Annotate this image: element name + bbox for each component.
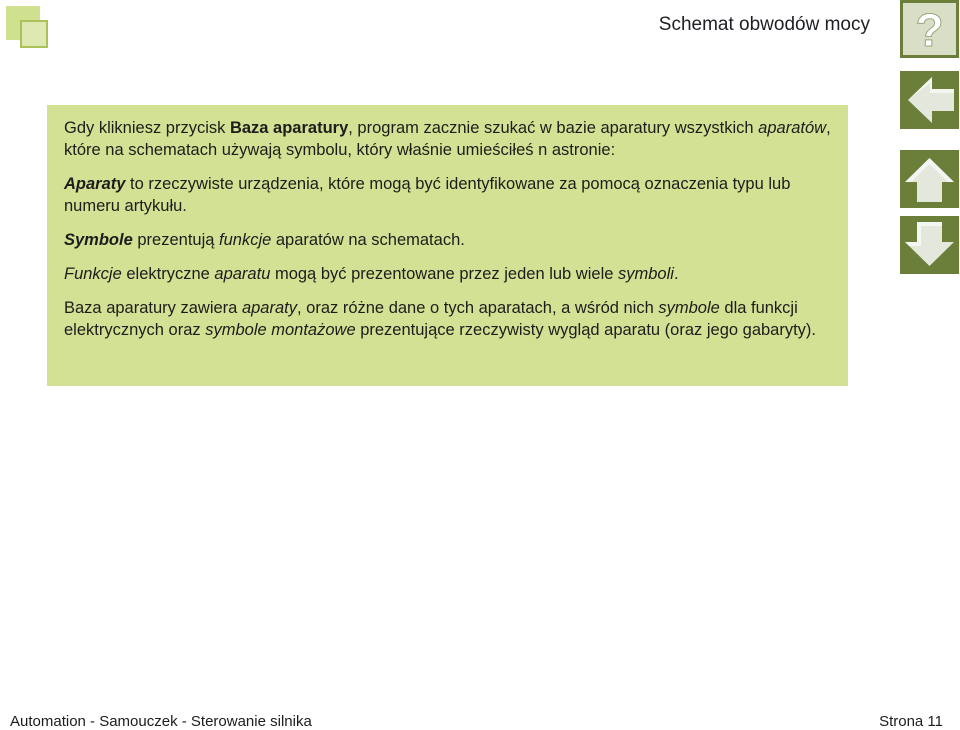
down-button[interactable] xyxy=(900,216,959,274)
up-button[interactable] xyxy=(900,150,959,208)
text: to rzeczywiste urządzenia, które mogą być identyfikowane za pomocą oznaczenia typu lub numeru artykułu. xyxy=(64,175,791,215)
text-italic: Funkcje xyxy=(64,265,122,283)
footer-title: Automation - Samouczek - Sterowanie silnika xyxy=(10,713,312,730)
paragraph-baza xyxy=(64,297,836,341)
text-italic: aparatów xyxy=(758,119,827,137)
text-italic: symbole xyxy=(658,299,720,317)
arrow-down-icon xyxy=(900,216,959,274)
text-italic: funkcje xyxy=(219,231,272,249)
text-italic: symbole montażowe xyxy=(205,321,356,339)
paragraph-funkcje xyxy=(64,263,836,285)
text: prezentujące rzeczywisty wygląd aparatu (oraz jego gabaryty). xyxy=(355,321,817,339)
term-symbole: Symbole xyxy=(64,231,133,249)
question-icon xyxy=(900,0,959,58)
help-glyph: ? xyxy=(915,4,944,56)
text-italic: symboli xyxy=(618,265,674,283)
text: prezentują xyxy=(132,231,220,249)
text: Gdy klikniesz przycisk xyxy=(64,119,230,137)
text: , które na schematach używają symbolu, który właśnie umieściłeś n astronie: xyxy=(64,119,831,159)
text: dla funkcji elektrycznych oraz xyxy=(64,299,798,339)
text: . xyxy=(673,265,679,283)
arrow-left-icon xyxy=(900,71,959,129)
paragraph-aparaty xyxy=(64,173,836,217)
logo xyxy=(4,4,50,50)
page-number: Strona 11 xyxy=(879,713,943,730)
text-italic: aparatu xyxy=(214,265,271,283)
text: aparatów na schematach. xyxy=(271,231,465,249)
text: elektryczne xyxy=(121,265,215,283)
text-italic: aparaty xyxy=(241,299,297,317)
arrow-up-icon xyxy=(900,150,959,208)
help-button[interactable] xyxy=(900,0,959,58)
text: , program zacznie szukać w bazie aparatury wszystkich xyxy=(348,119,759,137)
term-aparaty: Aparaty xyxy=(64,175,126,193)
paragraph-symbole xyxy=(64,229,836,251)
content-box xyxy=(47,105,848,386)
text: , oraz różne dane o tych aparatach, a wśród nich xyxy=(296,299,659,317)
text: mogą być prezentowane przez jeden lub wiele xyxy=(270,265,618,283)
paragraph-intro xyxy=(64,117,836,161)
text-bold-baza-aparatury: Baza aparatury xyxy=(229,119,349,137)
logo-square-front xyxy=(20,20,48,48)
page-title: Schemat obwodów mocy xyxy=(658,14,870,35)
back-button[interactable] xyxy=(900,71,959,129)
text: Baza aparatury zawiera xyxy=(64,299,242,317)
